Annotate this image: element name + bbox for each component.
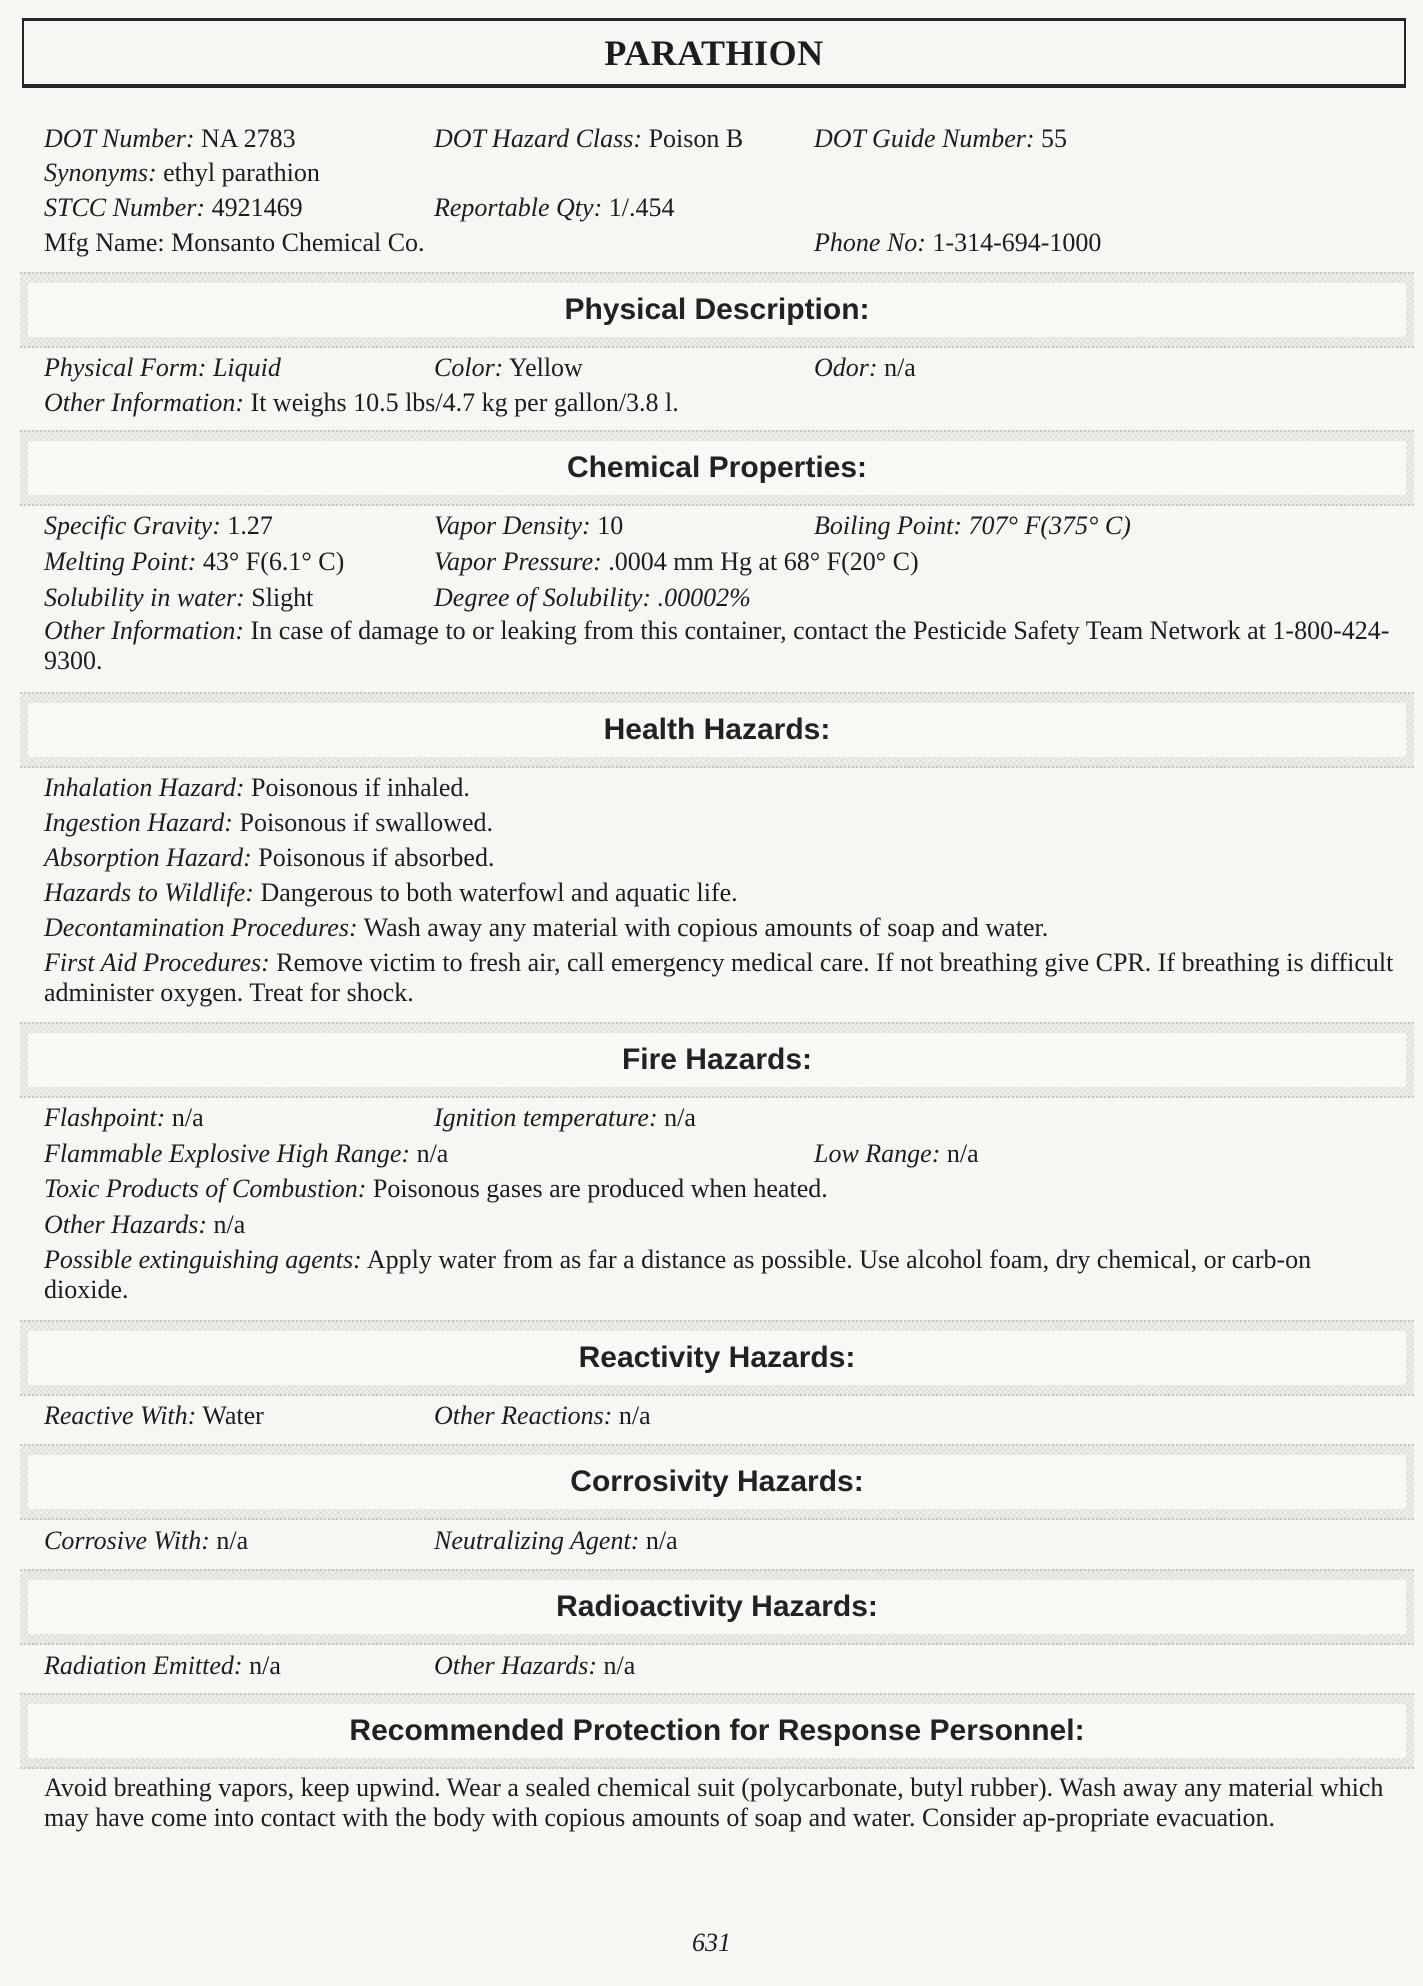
- hazard-class: DOT Hazard Class: Poison B: [434, 124, 744, 153]
- synonyms: Synonyms: ethyl parathion: [44, 158, 320, 187]
- physical-other: Other Information: It weighs 10.5 lbs/4.7 kg per gallon/3.8 l.: [44, 388, 679, 417]
- page-number: 631: [692, 1928, 731, 1957]
- title-box: [22, 18, 1406, 88]
- ignition-temperature: Ignition temperature: n/a: [434, 1103, 696, 1132]
- section-radioactivity-hazards: [20, 1569, 1414, 1645]
- section-heading: Reactivity Hazards:: [578, 1341, 856, 1374]
- section-chemical-properties: [20, 430, 1414, 506]
- extinguishing-agents: Possible extinguishing agents: Apply water from as far a distance as possible. Use alcohol foam, dry chemical, or carb-on dioxide.: [44, 1245, 1312, 1304]
- section-recommended-protection: [20, 1693, 1414, 1769]
- page-title: PARATHION: [604, 32, 824, 73]
- stcc-number: STCC Number: 4921469: [44, 193, 303, 222]
- solubility: Solubility in water: Slight: [44, 583, 314, 612]
- odor: Odor: n/a: [814, 353, 916, 382]
- other-hazards: Other Hazards: n/a: [44, 1210, 246, 1239]
- health-item: First Aid Procedures: Remove victim to fresh air, call emergency medical care. If not breathing give CPR. If breathing is difficult administer oxygen. Treat for shock.: [44, 948, 1394, 1007]
- section-heading: Chemical Properties:: [566, 451, 868, 484]
- radiation-emitted: Radiation Emitted: n/a: [44, 1651, 281, 1680]
- phone-no: Phone No: 1-314-694-1000: [814, 228, 1102, 257]
- color: Color: Yellow: [434, 353, 583, 382]
- vapor-density: Vapor Density: 10: [434, 511, 624, 540]
- mfg-name: Mfg Name: Monsanto Chemical Co.: [44, 228, 425, 257]
- high-range: Flammable Explosive High Range: n/a: [44, 1139, 449, 1168]
- section-heading: Health Hazards:: [603, 713, 831, 746]
- vapor-pressure: Vapor Pressure: .0004 mm Hg at 68° F(20° C): [434, 547, 919, 576]
- neutralizing-agent: Neutralizing Agent: n/a: [434, 1526, 678, 1555]
- boiling-point: Boiling Point: 707° F(375° C): [814, 511, 1131, 540]
- degree-of-solubility: Degree of Solubility: .00002%: [434, 583, 751, 612]
- toxic-products: Toxic Products of Combustion: Poisonous gases are produced when heated.: [44, 1174, 828, 1203]
- section-corrosivity-hazards: [20, 1444, 1414, 1520]
- other-reactions: Other Reactions: n/a: [434, 1401, 651, 1430]
- reportable-qty: Reportable Qty: 1/.454: [434, 193, 675, 222]
- reactive-with: Reactive With: Water: [44, 1401, 264, 1430]
- section-heading: Recommended Protection for Response Personnel:: [349, 1714, 1085, 1747]
- dot-number: DOT Number: NA 2783: [44, 124, 296, 153]
- section-heading: Radioactivity Hazards:: [556, 1590, 878, 1623]
- flashpoint: Flashpoint: n/a: [44, 1103, 204, 1132]
- specific-gravity: Specific Gravity: 1.27: [44, 511, 273, 540]
- low-range: Low Range: n/a: [814, 1139, 979, 1168]
- section-fire-hazards: [20, 1022, 1414, 1098]
- physical-form: Physical Form: Liquid: [44, 353, 281, 382]
- guide-number: DOT Guide Number: 55: [814, 124, 1068, 153]
- corrosive-with: Corrosive With: n/a: [44, 1526, 249, 1555]
- section-heading: Corrosivity Hazards:: [570, 1465, 864, 1498]
- section-health-hazards: [20, 692, 1414, 768]
- radio-other-hazards: Other Hazards: n/a: [434, 1651, 636, 1680]
- protection-text: Avoid breathing vapors, keep upwind. Wear a sealed chemical suit (polycarbonate, butyl rubber). Wash away any material which may have come into contact with the body with copious amounts of soap and water. Consider ap-propriate evacuation.: [44, 1773, 1384, 1832]
- section-heading: Fire Hazards:: [621, 1043, 813, 1076]
- section-reactivity-hazards: [20, 1320, 1414, 1396]
- melting-point: Melting Point: 43° F(6.1° C): [44, 547, 345, 576]
- section-physical-description: [20, 272, 1414, 348]
- section-heading: Physical Description:: [564, 293, 870, 326]
- chemical-other: Other Information: In case of damage to or leaking from this container, contact the Pesticide Safety Team Network at 1-800-424-9300.: [44, 616, 1390, 675]
